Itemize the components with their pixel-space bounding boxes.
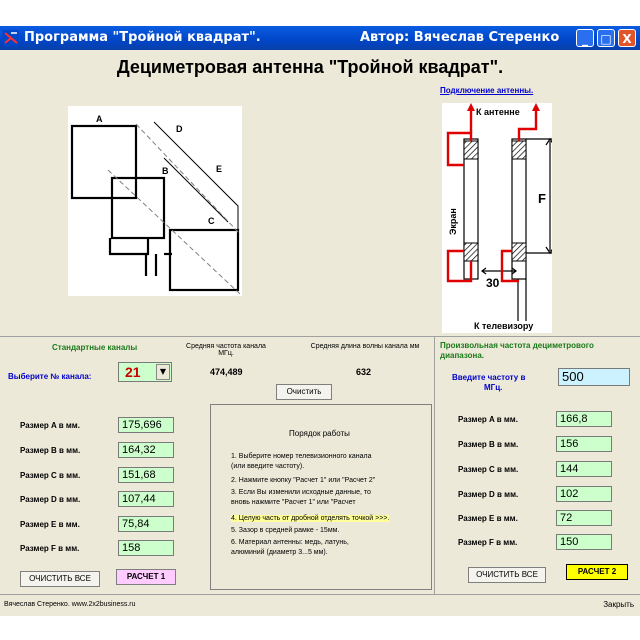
status-bar — [0, 596, 640, 616]
status-credits: Вячеслав Стеренко. www.2x2business.ru — [4, 601, 136, 608]
size-b-field[interactable]: 164,32 — [118, 442, 174, 458]
freq-input[interactable]: 500 — [558, 368, 630, 386]
procedure-step: 3. Если Вы изменили исходные данные, то — [231, 489, 371, 496]
custom-size-d-field[interactable]: 102 — [556, 486, 612, 502]
title-bar[interactable] — [0, 26, 640, 50]
custom-size-c-label: Размер C в мм. — [458, 465, 519, 474]
antenna-diagram — [68, 106, 242, 296]
divider-vertical — [434, 336, 435, 594]
avg-wave-value: 632 — [356, 367, 372, 377]
window-title: Программа "Тройной квадрат". — [24, 30, 261, 45]
custom-title-line2: диапазона. — [440, 351, 484, 360]
procedure-step: алюминий (диаметр 3...5 мм). — [231, 549, 328, 556]
procedure-panel — [210, 404, 432, 590]
calc-2-button[interactable]: РАСЧЕТ 2 — [566, 564, 628, 580]
standard-title: Стандартные каналы — [52, 343, 138, 352]
procedure-step: 5. Зазор в средней рамке - 15мм. — [231, 527, 340, 534]
maximize-button[interactable]: □ — [597, 29, 615, 47]
custom-size-e-field[interactable]: 72 — [556, 510, 612, 526]
size-b-label: Размер B в мм. — [20, 446, 81, 455]
freq-label-line1: Введите частоту в — [452, 373, 526, 382]
avg-freq-caption: Средняя частота канала МГц. — [186, 343, 266, 357]
label-a: A — [96, 114, 103, 124]
freq-label-line2: МГц. — [484, 383, 503, 392]
custom-size-f-field[interactable]: 150 — [556, 534, 612, 550]
size-f-field[interactable]: 158 — [118, 540, 174, 556]
custom-size-b-field[interactable]: 156 — [556, 436, 612, 452]
page-heading: Дециметровая антенна "Тройной квадрат". — [116, 57, 504, 77]
calc-1-button[interactable]: РАСЧЕТ 1 — [116, 569, 176, 585]
avg-freq-value: 474,489 — [210, 367, 243, 377]
procedure-title: Порядок работы — [289, 429, 350, 438]
f-label: F — [538, 191, 546, 206]
divider-status — [0, 594, 640, 595]
clear-all-button-1[interactable]: ОЧИСТИТЬ ВСЕ — [20, 571, 100, 587]
custom-size-b-label: Размер B в мм. — [458, 440, 519, 449]
close-button[interactable]: X — [618, 29, 636, 47]
label-b: B — [162, 166, 169, 176]
exit-link[interactable]: Закрыть — [603, 600, 634, 609]
gap-label: 30 — [486, 276, 500, 290]
size-a-field[interactable]: 175,696 — [118, 417, 174, 433]
divider-horizontal — [0, 336, 640, 337]
size-c-label: Размер C в мм. — [20, 471, 81, 480]
label-c: C — [208, 216, 215, 226]
procedure-step: 4. Целую часть от дробной отделять точкой >>>. — [231, 515, 390, 522]
chevron-down-icon[interactable]: ▼ — [156, 364, 170, 380]
minimize-button[interactable]: _ — [576, 29, 594, 47]
to-antenna-label: К антенне — [476, 107, 520, 117]
to-tv-label: К телевизору — [474, 321, 534, 331]
channel-value: 21 — [125, 364, 141, 380]
app-icon — [3, 30, 19, 46]
clear-button[interactable]: Очистить — [276, 384, 332, 400]
procedure-step: 2. Нажмите кнопку "Расчет 1" или "Расчет 2" — [231, 477, 376, 484]
custom-size-a-label: Размер A в мм. — [458, 415, 518, 424]
channel-select[interactable] — [118, 362, 172, 382]
window-author: Автор: Вячеслав Стеренко — [360, 30, 560, 45]
custom-size-f-label: Размер F в мм. — [458, 538, 518, 547]
size-e-field[interactable]: 75,84 — [118, 516, 174, 532]
square-b — [112, 178, 164, 238]
size-d-label: Размер D в мм. — [20, 495, 81, 504]
connection-title: Подключение антенны. — [440, 86, 534, 95]
custom-size-a-field[interactable]: 166,8 — [556, 411, 612, 427]
size-f-label: Размер F в мм. — [20, 544, 80, 553]
screen-label: Экран — [448, 208, 458, 235]
custom-size-c-field[interactable]: 144 — [556, 461, 612, 477]
size-d-field[interactable]: 107,44 — [118, 491, 174, 507]
channel-label: Выберите № канала: — [8, 372, 92, 381]
procedure-step: вновь нажмите "Расчет 1" или "Расчет — [231, 499, 356, 506]
label-e: E — [216, 164, 223, 174]
size-e-label: Размер E в мм. — [20, 520, 80, 529]
avg-wave-caption: Средняя длина волны канала мм — [310, 343, 420, 350]
size-a-label: Размер A в мм. — [20, 421, 80, 430]
custom-title-line1: Произвольная частота дециметрового — [440, 341, 594, 350]
procedure-step: (или введите частоту). — [231, 463, 305, 470]
custom-size-e-label: Размер E в мм. — [458, 514, 518, 523]
custom-size-d-label: Размер D в мм. — [458, 490, 519, 499]
procedure-step: 6. Материал антенны: медь, латунь, — [231, 539, 349, 546]
connection-diagram — [442, 103, 552, 333]
size-c-field[interactable]: 151,68 — [118, 467, 174, 483]
clear-all-button-2[interactable]: ОЧИСТИТЬ ВСЕ — [468, 567, 546, 583]
label-d: D — [176, 124, 183, 134]
procedure-step: 1. Выберите номер телевизионного канала — [231, 453, 372, 460]
